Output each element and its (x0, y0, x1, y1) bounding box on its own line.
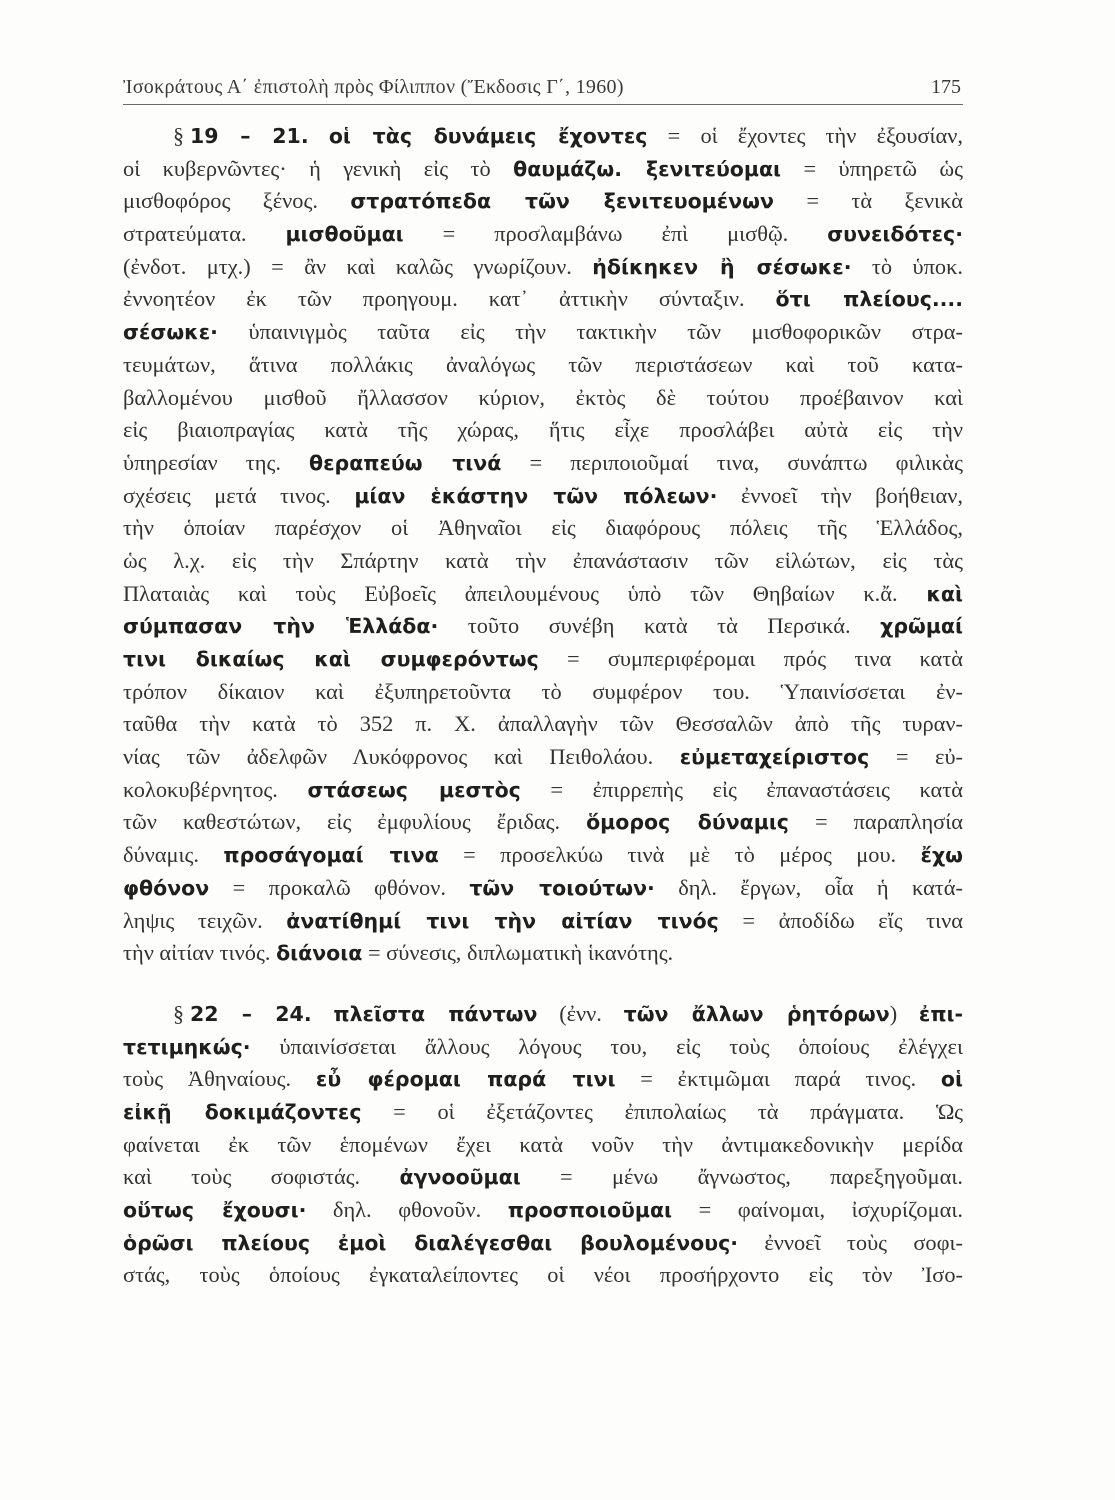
text-line (123, 839, 963, 872)
gloss: σχέσεις μετά τινος. (123, 482, 355, 508)
text-line (123, 774, 963, 807)
lemma: χρῶμαί (880, 614, 963, 639)
gloss: = εὐ- (869, 744, 963, 770)
gloss: τὴν αἰτίαν τινός. (123, 940, 277, 966)
gloss: = μένω ἄγνωστος, παρεξηγοῦμαι. (520, 1164, 963, 1190)
text-line: τὴν ὁποίαν παρέσχον οἱ Ἀθηναῖοι εἰς διαφόρους πόλεις τῆς Ἑλλάδος, (123, 515, 963, 541)
gloss: ) (889, 1000, 919, 1026)
lemma: θεραπεύω τινά (309, 450, 502, 475)
gloss: κολοκυβέρνητος. (123, 776, 308, 802)
section-number: 19 – 21. (190, 124, 309, 148)
gloss: ὑπηρεσίαν της. (123, 449, 310, 475)
gloss: δύναμις. (123, 842, 224, 868)
lemma: μισθοῦμαι (285, 222, 404, 247)
gloss: = παραπλησία (788, 809, 964, 835)
text-line (123, 185, 963, 218)
lemma: τῶν τοιούτων· (469, 875, 655, 900)
section-symbol: § (173, 1000, 184, 1026)
lemma: μίαν ἑκάστην τῶν πόλεων· (354, 483, 718, 508)
text-line (123, 1227, 963, 1260)
gloss: = προκαλῶ φθόνον. (209, 874, 470, 900)
gloss: = περιποιοῦμαί τινα, συνάπτω φιλικὰς (501, 449, 964, 475)
lemma: ἠδίκηκεν ἢ σέσωκε· (592, 254, 852, 279)
text-line: τρόπον δίκαιον καὶ ἐξυπηρετοῦντα τὸ συμφέρον του. Ὑπαινίσσεται ἐν- (123, 678, 963, 704)
text-line (123, 806, 963, 839)
text-line (123, 998, 963, 1031)
gloss: = ἐκτιμῶμαι παρά τινος. (615, 1066, 941, 1092)
lemma: τετιμηκώς· (123, 1034, 251, 1059)
lemma: εὖ φέρομαι παρά τινι (315, 1067, 616, 1092)
lemma: ὁρῶσι πλείους ἐμοὶ διαλέγεσθαι βουλομένους· (123, 1230, 739, 1255)
lemma: θαυμάζω. ξενιτεύομαι (513, 156, 782, 181)
text-line (123, 480, 963, 513)
commentary-text (123, 120, 963, 1292)
lemma: στάσεως μεστὸς (307, 777, 521, 802)
gloss: = προσλαμβάνω ἐπὶ μισθῷ. (403, 221, 828, 247)
gloss: = οἱ ἔχοντες τὴν ἐξουσίαν, (647, 123, 963, 148)
text-line (123, 905, 963, 938)
lemma: καὶ (926, 581, 963, 606)
text-line (123, 1096, 963, 1129)
gloss: καὶ τοὺς σοφιστάς. (123, 1164, 400, 1190)
gloss: τοῦτο συνέβη κατὰ τὰ Περσικά. (438, 613, 881, 639)
running-title: Ἰσοκράτους Α΄ ἐπιστολὴ πρὸς Φίλιππον (Ἔκδοσις Γ΄, 1960) (123, 76, 624, 98)
lemma: στρατόπεδα τῶν ξενιτευομένων (350, 189, 774, 214)
gloss: (ἐνν. (537, 1000, 624, 1026)
lemma: ὅμορος δύναμις (586, 810, 789, 835)
text-line: ταῦθα τὴν κατὰ τὸ 352 π. Χ. ἀπαλλαγὴν τῶν Θεσσαλῶν ἀπὸ τῆς τυραν- (123, 711, 963, 737)
lemma: ἔχω (920, 843, 963, 868)
gloss: δηλ. ἔργων, οἷα ἡ κατά- (654, 874, 963, 900)
text-line (123, 1161, 963, 1194)
gloss: στρατεύματα. (123, 221, 286, 247)
gloss: = ἀποδίδω εἴς τινα (718, 907, 964, 933)
lemma: ἀνατίθημί τινι τὴν αἰτίαν τινός (286, 908, 719, 933)
gloss: τοὺς Ἀθηναίους. (123, 1066, 316, 1092)
gloss: μισθοφόρος ξένος. (123, 188, 351, 214)
gloss: οἱ κυβερνῶντες· ἡ γενικὴ εἰς τὸ (123, 155, 514, 181)
text-line: τευμάτων, ἅτινα πολλάκις ἀναλόγως τῶν περιστάσεων καὶ τοῦ κατα- (123, 351, 963, 377)
text-line: βαλλομένου μισθοῦ ἤλλασσον κύριον, ἐκτὸς δὲ τούτου προέβαινον καὶ (123, 384, 963, 410)
section-number: 22 – 24. (190, 1001, 312, 1026)
text-line (123, 120, 963, 153)
lemma: φθόνον (123, 875, 210, 900)
gloss: ἐννοητέον ἐκ τῶν προηγουμ. κατ᾽ ἀττικὴν σύνταξιν. (123, 286, 776, 312)
gloss: = προσελκύω τινὰ μὲ τὸ μέρος μου. (438, 842, 921, 868)
text-line (123, 643, 963, 676)
gloss: ὑπαινιγμὸς ταῦτα εἰς τὴν τακτικὴν τῶν μισθοφορικῶν στρα- (217, 319, 963, 345)
text-line: φαίνεται ἐκ τῶν ἑπομένων ἔχει κατὰ νοῦν τὴν ἀντιμακεδονικὴν μερίδα (123, 1131, 963, 1157)
text-line (123, 741, 963, 774)
page-number: 175 (931, 76, 961, 98)
lemma: οἱ (940, 1067, 963, 1092)
lemma: εὐμεταχείριστος (679, 745, 870, 770)
paragraph-gap (123, 970, 963, 998)
gloss: δηλ. φθονοῦν. (306, 1197, 508, 1222)
gloss: ὑπαινίσσεται ἄλλους λόγους του, εἰς τοὺς ὁποίους ἐλέγχει (250, 1033, 963, 1059)
section-symbol: § (173, 123, 184, 148)
gloss: ληψις τειχῶν. (123, 907, 287, 933)
gloss: ἐννοεῖ τοὺς σοφι- (738, 1229, 963, 1255)
gloss: (ἐνδοτ. μτχ.) = ἂν καὶ καλῶς γνωρίζουν. (123, 253, 593, 279)
gloss: τὸ ὑποκ. (851, 253, 964, 279)
gloss: ἐννοεῖ τὴν βοήθειαν, (717, 482, 964, 508)
lemma: ὅτι πλείους.... (775, 287, 963, 312)
gloss: νίας τῶν ἀδελφῶν Λυκόφρονος καὶ Πειθολάου. (123, 744, 680, 770)
lemma: διάνοια (276, 941, 363, 966)
gloss: τῶν καθεστώτων, εἰς ἐμφυλίους ἔριδας. (123, 809, 587, 835)
lemma: συνειδότες· (827, 222, 963, 247)
gloss: = συμπεριφέρομαι πρός τινα κατὰ (538, 646, 963, 671)
lemma: ἐπι- (918, 1001, 964, 1026)
text-line (123, 937, 963, 970)
text-line (123, 1031, 963, 1064)
text-line (123, 872, 963, 905)
text-line (123, 578, 963, 611)
text-line (123, 251, 963, 284)
lemma: εἰκῇ δοκιμάζοντες (123, 1099, 362, 1124)
text-line (123, 447, 963, 480)
lemma: ἀγνοοῦμαι (399, 1165, 521, 1190)
text-line (123, 610, 963, 643)
lemma: οὕτως ἔχουσι· (123, 1198, 307, 1222)
text-line: στάς, τοὺς ὁποίους ἐγκαταλείποντες οἱ νέοι προσήρχοντο εἰς τὸν Ἰσο- (123, 1262, 963, 1288)
lemma: προσποιοῦμαι (507, 1198, 673, 1222)
gloss: = οἱ ἐξετάζοντες ἐπιπολαίως τὰ πράγματα. Ὡς (361, 1098, 963, 1124)
lemma: τῶν ἄλλων ῥητόρων (623, 1001, 890, 1026)
text-line (123, 1194, 963, 1227)
lemma: σύμπασαν τὴν Ἑλλάδα· (123, 614, 439, 639)
gloss: Πλαταιὰς καὶ τοὺς Εὐβοεῖς ἀπειλουμένους ὑπὸ τῶν Θηβαίων κ.ἄ. (123, 580, 927, 606)
text-line (123, 218, 963, 251)
text-line (123, 1063, 963, 1096)
text-line: εἰς βιαιοπραγίας κατὰ τῆς χώρας, ἥτις εἶχε προσλάβει αὐτὰ εἰς τὴν (123, 417, 963, 443)
lemma: οἱ τὰς δυνάμεις ἔχοντες (328, 124, 648, 148)
text-line (123, 153, 963, 186)
text-line: ὡς λ.χ. εἰς τὴν Σπάρτην κατὰ τὴν ἐπανάστασιν τῶν εἱλώτων, εἰς τὰς (123, 547, 963, 573)
lemma: τινι δικαίως καὶ συμφερόντως (123, 647, 539, 671)
lemma: σέσωκε· (123, 320, 218, 345)
lemma: πλεῖστα πάντων (333, 1001, 538, 1026)
gloss: = ἐπιρρεπὴς εἰς ἐπαναστάσεις κατὰ (520, 776, 963, 802)
running-header (123, 74, 963, 105)
gloss: = ὑπηρετῶ ὡς (781, 155, 963, 181)
text-line (123, 283, 963, 316)
lemma: προσάγομαί τινα (223, 843, 439, 868)
gloss: = τὰ ξενικὰ (773, 188, 963, 214)
text-line (123, 316, 963, 349)
gloss: = φαίνομαι, ἰσχυρίζομαι. (672, 1197, 963, 1222)
gloss: = σύνεσις, διπλωματικὴ ἱκανότης. (362, 940, 674, 966)
